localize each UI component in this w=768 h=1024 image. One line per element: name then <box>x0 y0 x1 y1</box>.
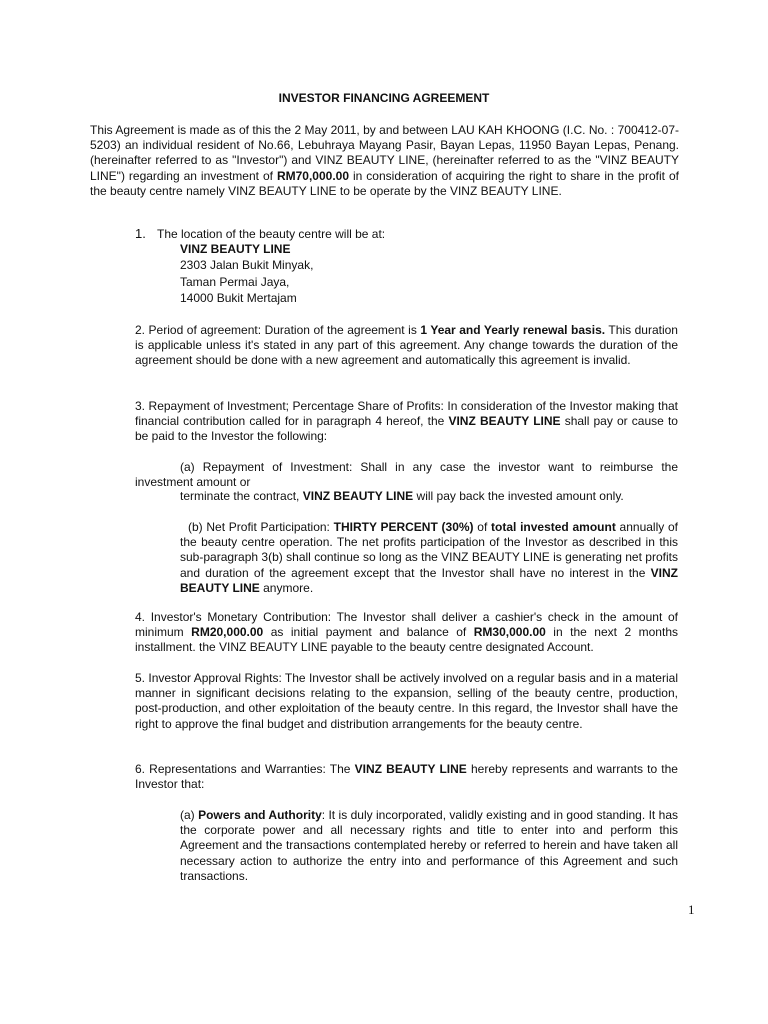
clause-3b <box>180 520 678 596</box>
clause-5: 5. Investor Approval Rights: The Investor shall be actively involved on a regular basis and in a material manner in significant decisions relating to the expansion, selling of the beauty centre, production, post-production, and other exploitation of the beauty centre. In this regard, the Investor shall have the right to approve the final budget and distribution arrangements for the beauty centre. <box>135 671 678 731</box>
clause-4-balance: RM30,000.00 <box>473 625 546 640</box>
clause-3b-text-a: (b) Net Profit Participation: <box>188 520 334 534</box>
address-line-1: 2303 Jalan Bukit Minyak, <box>180 258 314 273</box>
clause-3a-line-2: investment amount or <box>135 475 251 489</box>
clause-3-text-a: 3. Repayment of Investment; Percentage Share of Profits: In consideration of the Investor making that financial contribution called for in paragraph 4 hereof, the <box>135 399 678 429</box>
address-line-3: 14000 Bukit Mertajam <box>180 291 297 306</box>
clause-2 <box>135 323 678 369</box>
clause-6a <box>180 808 678 884</box>
clause-3b-text-c: annually of the beauty centre operation. The net profits participation of the Investor as described in this sub-paragraph 3(b) shall continue so long as the VINZ BEAUTY LINE is generating net profits and duration of the agreement except that the Investor shall have no interest in the <box>180 520 678 580</box>
location-address <box>180 241 313 307</box>
clause-4-text-c: in the next 2 months installment. the VINZ BEAUTY LINE payable to the beauty centre designated Account. <box>135 625 678 655</box>
clause-6a-text-a: (a) <box>180 808 199 822</box>
clause-6a-heading: Powers and Authority <box>198 808 322 822</box>
clause-4-text-a: 4. Investor's Monetary Contribution: The Investor shall deliver a cashier's check in the amount of minimum <box>135 610 678 640</box>
clause-6-text-a: 6. Representations and Warranties: The <box>135 762 355 776</box>
clause-1 <box>135 226 635 242</box>
document-title: INVESTOR FINANCING AGREEMENT <box>278 91 490 105</box>
clause-3b-basis: total invested amount <box>491 520 616 534</box>
intro-text-2: in consideration of acquiring the right to share in the profit of the beauty centre namely VINZ BEAUTY LINE to be operate by the VINZ BEAUTY LINE. <box>90 168 679 198</box>
clause-4-text-b: as initial payment and balance of <box>263 625 474 640</box>
clause-6-company: VINZ BEAUTY LINE <box>354 762 467 776</box>
clause-3a-text-a: terminate the contract, <box>180 489 303 503</box>
clause-3-company: VINZ BEAUTY LINE <box>448 414 561 429</box>
clause-3 <box>135 399 678 445</box>
page-number: 1 <box>688 902 695 917</box>
address-name: VINZ BEAUTY LINE <box>180 242 291 256</box>
intro-paragraph <box>90 123 679 199</box>
clause-3-text-b: shall pay or cause to be paid to the Investor the following: <box>135 414 678 444</box>
clause-3b-text-b: of <box>473 520 492 534</box>
clause-3a-company: VINZ BEAUTY LINE <box>302 489 414 503</box>
clause-2-text-a: 2. Period of agreement: Duration of the agreement is <box>135 323 421 337</box>
clause-3b-percent: THIRTY PERCENT (30%) <box>333 520 474 534</box>
clause-1-text: The location of the beauty centre will be at: <box>157 227 386 241</box>
clause-2-duration: 1 Year and Yearly renewal basis. <box>420 323 606 337</box>
clause-3a-line-1: (a) Repayment of Investment: Shall in any case the investor want to reimburse the <box>180 460 678 474</box>
clause-6-text-b: hereby represents and warrants to the Investor that: <box>135 762 678 792</box>
clause-6 <box>135 762 678 792</box>
clause-4-initial-payment: RM20,000.00 <box>191 625 264 640</box>
clause-3a-line-3 <box>180 489 678 504</box>
intro-text-1: This Agreement is made as of this the 2 May 2011, by and between LAU KAH KHOONG (I.C. No. : 700412-07-5203) an individual resident of No.66, Lebuhraya Mayang Pasir, Bayan Lepas, 11950 Bayan Lepas, Penang. (hereinafter referred to as "Investor") and VINZ BEAUTY LINE, (hereinafter referred to as the "VINZ BEAUTY LINE") regarding an investment of <box>90 123 679 183</box>
clause-1-number: 1. <box>135 226 146 241</box>
clause-3b-company: VINZ BEAUTY LINE <box>180 565 678 595</box>
investment-amount: RM70,000.00 <box>276 168 349 183</box>
clause-6a-text-b: : It is duly incorporated, validly existing and in good standing. It has the corporate power and all necessary rights and title to enter into and perform this Agreement and the transactions contemplated hereby or referred to herein and have taken all necessary action to authorize the entry into and performance of this Agreement and such transactions. <box>180 808 678 883</box>
address-line-2: Taman Permai Jaya, <box>180 274 290 289</box>
clause-3a-text-b: will pay back the invested amount only. <box>413 489 624 503</box>
clause-3b-text-d: anymore. <box>259 580 314 595</box>
clause-2-text-b: This duration is applicable unless it's stated in any part of this agreement. Any change towards the duration of the agreement should be done with a new agreement and automatically this agreement is invalid. <box>135 323 678 368</box>
clause-4 <box>135 610 678 656</box>
